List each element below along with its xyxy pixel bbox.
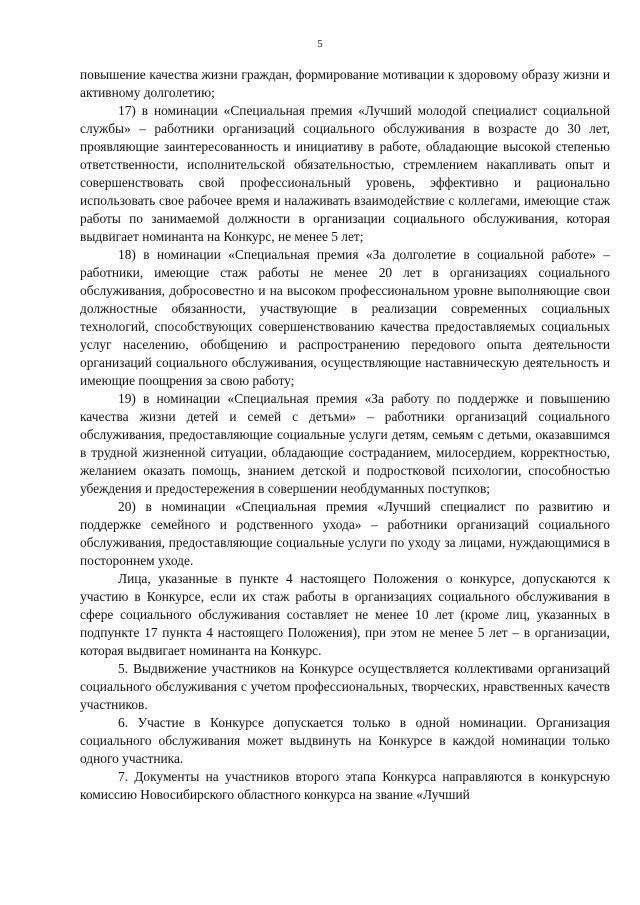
paragraph-item-18: 18) в номинации «Специальная премия «За долголетие в социальной работе» – работники, имеющие стаж работы не менее 20 лет в организациях социального обслуживания, добросовестно и на высоком профессиональном уровне выполняющие свои должностные обязанности, участвующие в реализации современных социальных технологий, способствующих совершенствованию качества предоставляемых социальных услуг населению, обобщению и распространению передового опыта деятельности организаций социального обслуживания, осуществляющие наставническую деятельность и имеющие поощрения за свою работу; [80, 247, 610, 388]
paragraph-section-5: 5. Выдвижение участников на Конкурсе осуществляется коллективами организаций социального обслуживания с учетом профессиональных, творческих, нравственных качеств участников. [80, 661, 610, 712]
paragraph-section-7: 7. Документы на участников второго этапа Конкурса направляются в конкурсную комиссию Новосибирского областного конкурса на звание «Лучший [80, 769, 610, 802]
document-body [80, 66, 610, 804]
paragraph-section-6: 6. Участие в Конкурсе допускается только в одной номинации. Организация социального обслуживания может выдвинуть на Конкурсе в каждой номинации только одного участника. [80, 715, 610, 766]
paragraph-eligibility: Лица, указанные в пункте 4 настоящего Положения о конкурсе, допускаются к участию в Конкурсе, если их стаж работы в организациях социального обслуживания в сфере социального обслуживания составляет не менее 10 лет (кроме лиц, указанных в подпункте 17 пункта 4 настоящего Положения), при этом не менее 5 лет – в организации, которая выдвигает номинанта на Конкурс. [80, 571, 610, 658]
paragraph-item-20: 20) в номинации «Специальная премия «Лучший специалист по развитию и поддержке семейного и родственного ухода» – работники организаций социального обслуживания, предоставляющие социальные услуги по уходу за лицами, нуждающимися в постороннем уходе. [80, 499, 610, 568]
paragraph-continuation: повышение качества жизни граждан, формирование мотивации к здоровому образу жизни и активному долголетию; [80, 67, 610, 100]
paragraph-item-19: 19) в номинации «Специальная премия «За работу по поддержке и повышению качества жизни детей и семей с детьми» – работники организаций социального обслуживания, предоставляющие социальные услуги детям, семьям с детьми, оказавшимся в трудной жизненной ситуации, обладающие состраданием, милосердием, корректностью, желанием оказать помощь, знанием детской и подростковой психологии, способностью убеждения и предостережения в совершении необдуманных поступков; [80, 391, 610, 496]
paragraph-item-17: 17) в номинации «Специальная премия «Лучший молодой специалист социальной службы» – работники организаций социального обслуживания в возрасте до 30 лет, проявляющие заинтересованность и инициативу в работе, обладающие высокой степенью ответственности, исполнительской обязательностью, стремлением накапливать опыт и совершенствовать свой профессиональный уровень, эффективно и рационально использовать свое рабочее время и налаживать взаимодействие с коллегами, имеющие стаж работы по занимаемой должности в организации социального обслуживания, которая выдвигает номинанта на Конкурс, не менее 5 лет; [80, 103, 610, 244]
page-number: 5 [317, 38, 323, 50]
